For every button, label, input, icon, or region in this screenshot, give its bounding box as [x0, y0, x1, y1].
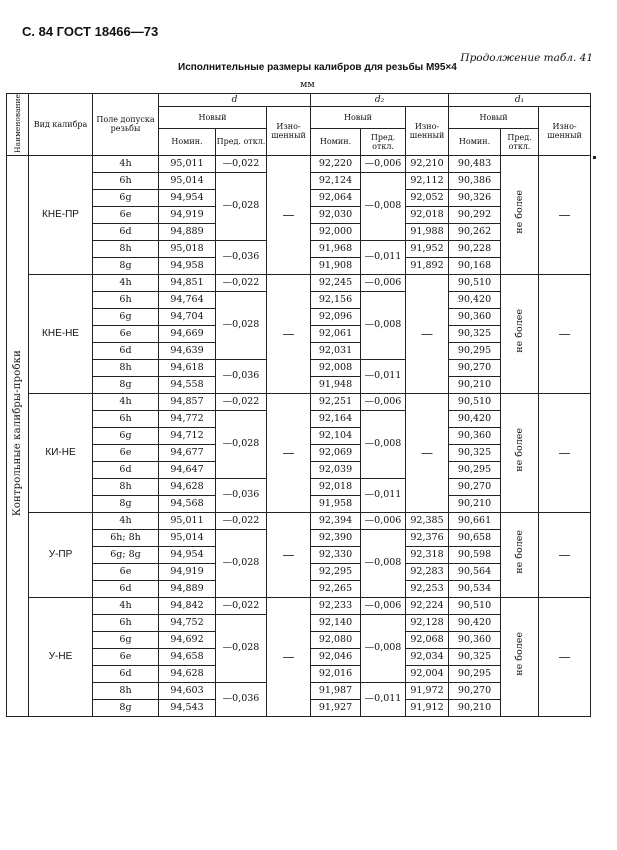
- d2-worn: 91,912: [406, 699, 449, 716]
- d2-worn: 92,253: [406, 580, 449, 597]
- d1-dev-header: Пред. откл.: [501, 128, 539, 155]
- tolerance-field: 6h: [93, 614, 159, 631]
- d1-deviation: [501, 597, 539, 716]
- d2-new-header: Новый: [311, 107, 406, 129]
- tolerance-field: 6e: [93, 444, 159, 461]
- d2-worn: 92,018: [406, 206, 449, 223]
- d2-worn: 91,952: [406, 240, 449, 257]
- tolerance-field: 8h: [93, 240, 159, 257]
- d-nominal: 94,692: [159, 631, 216, 648]
- d2-worn: 92,004: [406, 665, 449, 682]
- d1-nominal: 90,360: [449, 308, 501, 325]
- d-nominal: 94,752: [159, 614, 216, 631]
- d-nominal: 94,669: [159, 325, 216, 342]
- d-deviation: —0,036: [216, 478, 267, 512]
- d-nominal: 94,677: [159, 444, 216, 461]
- d-nominal: 94,704: [159, 308, 216, 325]
- tolerance-field: 6g: [93, 189, 159, 206]
- tolerance-field: 8h: [93, 359, 159, 376]
- d1-nominal: 90,210: [449, 699, 501, 716]
- d2-worn: 92,376: [406, 529, 449, 546]
- d2-worn: 92,283: [406, 563, 449, 580]
- gauge-kind: У-НЕ: [29, 597, 93, 716]
- d2-deviation: —0,006: [361, 393, 406, 410]
- d1-nominal: 90,210: [449, 495, 501, 512]
- d2-nominal: 92,295: [311, 563, 361, 580]
- page-header-right: Продолжение табл. 41: [460, 52, 593, 64]
- d1-nominal: 90,420: [449, 291, 501, 308]
- tolerance-field: 4h: [93, 274, 159, 291]
- d-nominal: 94,857: [159, 393, 216, 410]
- table-body: [7, 155, 591, 716]
- d1-nominal: 90,270: [449, 359, 501, 376]
- d2-nominal: 92,394: [311, 512, 361, 529]
- d2-nominal: 91,987: [311, 682, 361, 699]
- d2-nominal: 92,031: [311, 342, 361, 359]
- d2-deviation: —0,006: [361, 512, 406, 529]
- d2-deviation: —0,011: [361, 359, 406, 393]
- d2-worn: 92,385: [406, 512, 449, 529]
- table-row: [7, 393, 591, 410]
- d2-nominal: 91,908: [311, 257, 361, 274]
- d-nominal: 94,842: [159, 597, 216, 614]
- group-label-text: Контрольные калибры-пробки: [11, 349, 23, 516]
- d-deviation: —0,028: [216, 614, 267, 682]
- d-nominal: 94,712: [159, 427, 216, 444]
- d-worn: —: [267, 597, 311, 716]
- col-tolerance-header: Поле допуска резьбы: [93, 94, 159, 156]
- d-nominal: 94,889: [159, 580, 216, 597]
- d2-nominal: 92,039: [311, 461, 361, 478]
- col-d2-header: d₂: [311, 94, 449, 107]
- d2-deviation: —0,011: [361, 682, 406, 716]
- d-deviation: —0,028: [216, 172, 267, 240]
- tolerance-field: 8h: [93, 478, 159, 495]
- ne-bolee-label: не более: [513, 428, 525, 472]
- d2-worn-header: Изно-шенный: [406, 107, 449, 156]
- d-nominal: 95,014: [159, 529, 216, 546]
- tolerance-field: 4h: [93, 393, 159, 410]
- tolerance-field: 6g: [93, 631, 159, 648]
- ne-bolee-label: не более: [513, 309, 525, 353]
- d2-nominal: 91,927: [311, 699, 361, 716]
- d2-nominal: 92,220: [311, 155, 361, 172]
- d-nominal: 94,639: [159, 342, 216, 359]
- d2-nominal: 92,046: [311, 648, 361, 665]
- d-nominal: 94,889: [159, 223, 216, 240]
- d2-nominal: 92,080: [311, 631, 361, 648]
- tolerance-field: 6h: [93, 172, 159, 189]
- d1-worn: —: [539, 274, 591, 393]
- d-nominal: 95,011: [159, 512, 216, 529]
- d1-deviation: [501, 393, 539, 512]
- d1-nominal: 90,292: [449, 206, 501, 223]
- gauge-kind: КНЕ-ПР: [29, 155, 93, 274]
- tolerance-field: 6e: [93, 206, 159, 223]
- tolerance-field: 6d: [93, 342, 159, 359]
- d1-nominal: 90,360: [449, 427, 501, 444]
- col-kind-header: Вид калибра: [29, 94, 93, 156]
- d1-nominal: 90,326: [449, 189, 501, 206]
- d-deviation: —0,028: [216, 410, 267, 478]
- d1-nominal: 90,228: [449, 240, 501, 257]
- d1-new-header: Новый: [449, 107, 539, 129]
- d1-nominal: 90,295: [449, 342, 501, 359]
- d-worn: —: [267, 155, 311, 274]
- tolerance-field: 6e: [93, 325, 159, 342]
- d1-nominal: 90,325: [449, 648, 501, 665]
- d2-nominal: 92,096: [311, 308, 361, 325]
- d1-deviation: [501, 274, 539, 393]
- d1-nominal: 90,510: [449, 597, 501, 614]
- d1-nominal: 90,325: [449, 325, 501, 342]
- d1-nominal: 90,295: [449, 461, 501, 478]
- d2-deviation: —0,006: [361, 274, 406, 291]
- d2-deviation: —0,006: [361, 597, 406, 614]
- d2-worn: 92,128: [406, 614, 449, 631]
- d-nominal: 94,954: [159, 189, 216, 206]
- tolerance-field: 6g: [93, 427, 159, 444]
- d-deviation: —0,022: [216, 597, 267, 614]
- d1-nominal: 90,262: [449, 223, 501, 240]
- d-nominal: 94,647: [159, 461, 216, 478]
- col-name-header: Наименование: [7, 94, 29, 156]
- tolerance-field: 8g: [93, 257, 159, 274]
- tolerance-field: 6e: [93, 648, 159, 665]
- d2-worn: 92,052: [406, 189, 449, 206]
- table-title: Исполнительные размеры калибров для резьбы М95×4: [178, 62, 457, 73]
- d2-nominal: 92,233: [311, 597, 361, 614]
- table-row: [7, 597, 591, 614]
- d-nominal: 94,851: [159, 274, 216, 291]
- d-deviation: —0,036: [216, 359, 267, 393]
- d1-worn: —: [539, 155, 591, 274]
- d1-nom-header: Номин.: [449, 128, 501, 155]
- d1-nominal: 90,360: [449, 631, 501, 648]
- d-deviation: —0,028: [216, 291, 267, 359]
- col-d-header: d: [159, 94, 311, 107]
- d2-nominal: 92,008: [311, 359, 361, 376]
- d-nominal: 95,011: [159, 155, 216, 172]
- d-nominal: 94,772: [159, 410, 216, 427]
- d2-nom-header: Номин.: [311, 128, 361, 155]
- d-deviation: —0,028: [216, 529, 267, 597]
- d2-worn: 91,988: [406, 223, 449, 240]
- d-deviation: —0,022: [216, 155, 267, 172]
- d-deviation: —0,022: [216, 274, 267, 291]
- d1-nominal: 90,483: [449, 155, 501, 172]
- d1-nominal: 90,420: [449, 614, 501, 631]
- d1-nominal: 90,658: [449, 529, 501, 546]
- table-row: [7, 155, 591, 172]
- d2-nominal: 92,064: [311, 189, 361, 206]
- d-nominal: 94,658: [159, 648, 216, 665]
- tolerance-field: 6h; 8h: [93, 529, 159, 546]
- d2-worn: 92,112: [406, 172, 449, 189]
- d-nominal: 94,954: [159, 546, 216, 563]
- d2-dev-header: Пред. откл.: [361, 128, 406, 155]
- d2-nominal: 92,016: [311, 665, 361, 682]
- d-nominal: 95,014: [159, 172, 216, 189]
- d2-nominal: 92,104: [311, 427, 361, 444]
- d1-nominal: 90,168: [449, 257, 501, 274]
- d2-worn: —: [406, 393, 449, 512]
- d1-nominal: 90,325: [449, 444, 501, 461]
- table-unit: мм: [300, 79, 315, 90]
- d2-nominal: 92,265: [311, 580, 361, 597]
- tolerance-field: 8g: [93, 495, 159, 512]
- group-label: [7, 155, 29, 716]
- d-worn: —: [267, 393, 311, 512]
- d2-worn: —: [406, 274, 449, 393]
- table-row: [7, 512, 591, 529]
- d1-nominal: 90,510: [449, 274, 501, 291]
- d2-nominal: 92,140: [311, 614, 361, 631]
- d1-worn: —: [539, 512, 591, 597]
- d2-nominal: 92,069: [311, 444, 361, 461]
- d1-nominal: 90,386: [449, 172, 501, 189]
- margin-mark: [593, 156, 596, 159]
- d2-nominal: 92,390: [311, 529, 361, 546]
- d2-deviation: —0,008: [361, 529, 406, 597]
- tolerance-field: 6d: [93, 461, 159, 478]
- d-nominal: 94,628: [159, 478, 216, 495]
- tolerance-field: 6h: [93, 291, 159, 308]
- d2-worn: 92,318: [406, 546, 449, 563]
- ne-bolee-label: не более: [513, 530, 525, 574]
- tolerance-field: 8h: [93, 682, 159, 699]
- d1-nominal: 90,510: [449, 393, 501, 410]
- d2-worn: 92,210: [406, 155, 449, 172]
- d-nominal: 94,628: [159, 665, 216, 682]
- d-nominal: 94,568: [159, 495, 216, 512]
- page-header-left: С. 84 ГОСТ 18466—73: [22, 24, 159, 39]
- d2-nominal: 91,958: [311, 495, 361, 512]
- tolerance-field: 6d: [93, 580, 159, 597]
- d-nominal: 94,543: [159, 699, 216, 716]
- d-deviation: —0,036: [216, 682, 267, 716]
- gauge-kind: КИ-НЕ: [29, 393, 93, 512]
- d2-nominal: 92,164: [311, 410, 361, 427]
- tolerance-field: 8g: [93, 376, 159, 393]
- tolerance-field: 6e: [93, 563, 159, 580]
- d-dev-header: Пред. откл.: [216, 128, 267, 155]
- d1-nominal: 90,210: [449, 376, 501, 393]
- d-nom-header: Номин.: [159, 128, 216, 155]
- d2-nominal: 92,330: [311, 546, 361, 563]
- d2-worn: 92,068: [406, 631, 449, 648]
- tolerance-field: 6g; 8g: [93, 546, 159, 563]
- d2-nominal: 91,948: [311, 376, 361, 393]
- ne-bolee-label: не более: [513, 632, 525, 676]
- tolerance-field: 6h: [93, 410, 159, 427]
- d1-nominal: 90,534: [449, 580, 501, 597]
- dimensions-table: [6, 93, 591, 717]
- d2-deviation: —0,006: [361, 155, 406, 172]
- d2-nominal: 92,124: [311, 172, 361, 189]
- d-nominal: 94,919: [159, 563, 216, 580]
- d2-nominal: 92,030: [311, 206, 361, 223]
- d-worn: —: [267, 274, 311, 393]
- d-deviation: —0,022: [216, 393, 267, 410]
- d2-deviation: —0,008: [361, 410, 406, 478]
- d-nominal: 94,603: [159, 682, 216, 699]
- d1-worn: —: [539, 393, 591, 512]
- col-d1-header: d₁: [449, 94, 591, 107]
- tolerance-field: 4h: [93, 155, 159, 172]
- d-nominal: 94,558: [159, 376, 216, 393]
- d2-nominal: 92,251: [311, 393, 361, 410]
- d-new-header: Новый: [159, 107, 267, 129]
- d-deviation: —0,036: [216, 240, 267, 274]
- d1-nominal: 90,420: [449, 410, 501, 427]
- d1-deviation: [501, 512, 539, 597]
- d2-deviation: —0,008: [361, 291, 406, 359]
- d2-deviation: —0,011: [361, 240, 406, 274]
- ne-bolee-label: не более: [513, 190, 525, 234]
- tolerance-field: 4h: [93, 512, 159, 529]
- tolerance-field: 6g: [93, 308, 159, 325]
- gauge-kind: У-ПР: [29, 512, 93, 597]
- d2-deviation: —0,011: [361, 478, 406, 512]
- d1-nominal: 90,295: [449, 665, 501, 682]
- d-worn: —: [267, 512, 311, 597]
- d2-nominal: 92,245: [311, 274, 361, 291]
- tolerance-field: 8g: [93, 699, 159, 716]
- d2-nominal: 92,018: [311, 478, 361, 495]
- tolerance-field: 6d: [93, 665, 159, 682]
- d-deviation: —0,022: [216, 512, 267, 529]
- d1-nominal: 90,564: [449, 563, 501, 580]
- gauge-kind: КНЕ-НЕ: [29, 274, 93, 393]
- d1-nominal: 90,270: [449, 478, 501, 495]
- tolerance-field: 4h: [93, 597, 159, 614]
- d-nominal: 94,919: [159, 206, 216, 223]
- d2-worn: 92,224: [406, 597, 449, 614]
- d1-nominal: 90,598: [449, 546, 501, 563]
- tolerance-field: 6d: [93, 223, 159, 240]
- d2-nominal: 92,061: [311, 325, 361, 342]
- d2-deviation: —0,008: [361, 172, 406, 240]
- d1-deviation: [501, 155, 539, 274]
- d-nominal: 94,618: [159, 359, 216, 376]
- d1-worn-header: Изно-шенный: [539, 107, 591, 156]
- d-nominal: 94,958: [159, 257, 216, 274]
- d2-deviation: —0,008: [361, 614, 406, 682]
- d-worn-header: Изно-шенный: [267, 107, 311, 156]
- d1-worn: —: [539, 597, 591, 716]
- d2-nominal: 92,156: [311, 291, 361, 308]
- d2-worn: 91,892: [406, 257, 449, 274]
- d2-nominal: 91,968: [311, 240, 361, 257]
- d1-nominal: 90,661: [449, 512, 501, 529]
- d2-worn: 92,034: [406, 648, 449, 665]
- d2-worn: 91,972: [406, 682, 449, 699]
- d-nominal: 94,764: [159, 291, 216, 308]
- d2-nominal: 92,000: [311, 223, 361, 240]
- d1-nominal: 90,270: [449, 682, 501, 699]
- table-row: [7, 274, 591, 291]
- d-nominal: 95,018: [159, 240, 216, 257]
